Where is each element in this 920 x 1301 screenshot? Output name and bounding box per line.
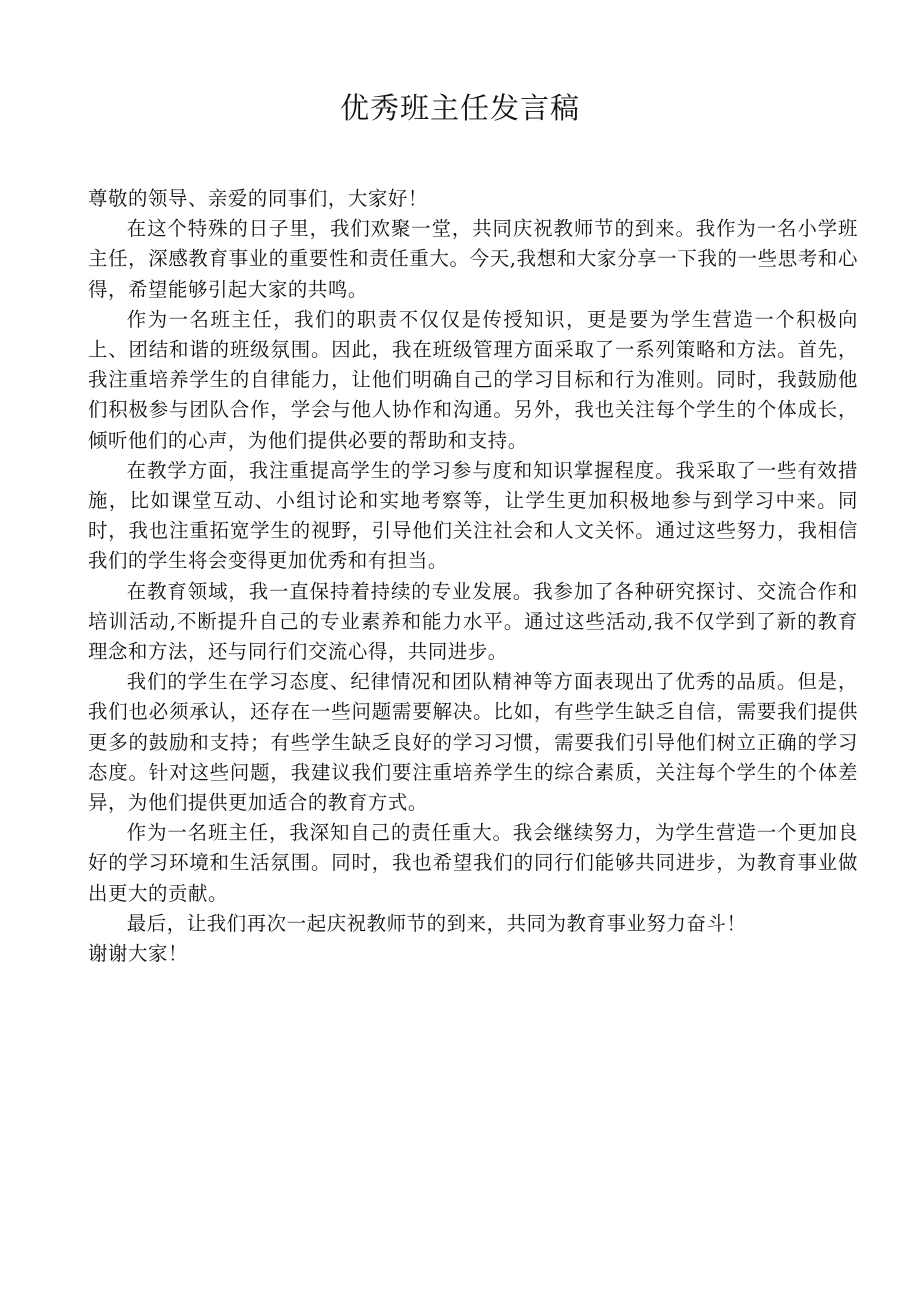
paragraph-6: 作为一名班主任，我深知自己的责任重大。我会继续努力，为学生营造一个更加良好的学习环境和生活氛围。同时，我也希望我们的同行们能够共同进步，为教育事业做出更大的贡献。 bbox=[88, 821, 858, 905]
paragraph-7: 最后，让我们再次一起庆祝教师节的到来，共同为教育事业努力奋斗！ bbox=[126, 911, 747, 935]
paragraph-2: 作为一名班主任，我们的职责不仅仅是传授知识，更是要为学生营造一个积极向上、团结和谐的班级氛围。因此，我在班级管理方面采取了一系列策略和方法。首先，我注重培养学生的自律能力，让他们明确自己的学习目标和行为准则。同时，我鼓励他们积极参与团队合作，学会与他人协作和沟通。另外，我也关注每个学生的个体成长，倾听他们的心声，为他们提供必要的帮助和支持。 bbox=[88, 307, 858, 452]
closing-thanks: 谢谢大家！ bbox=[88, 942, 188, 966]
speech-body bbox=[88, 184, 858, 969]
document-title: 优秀班主任发言稿 bbox=[339, 91, 580, 125]
salutation: 尊敬的领导、亲爱的同事们，大家好！ bbox=[88, 187, 428, 210]
paragraph-1: 在这个特殊的日子里，我们欢聚一堂，共同庆祝教师节的到来。我作为一名小学班主任，深感教育事业的重要性和责任重大。今天,我想和大家分享一下我的一些思考和心得，希望能够引起大家的共鸣。 bbox=[88, 217, 858, 301]
paragraph-5: 我们的学生在学习态度、纪律情况和团队精神等方面表现出了优秀的品质。但是，我们也必须承认，还存在一些问题需要解决。比如，有些学生缺乏自信，需要我们提供更多的鼓励和支持；有些学生缺乏良好的学习习惯，需要我们引导他们树立正确的学习态度。针对这些问题，我建议我们要注重培养学生的综合素质，关注每个学生的个体差异，为他们提供更加适合的教育方式。 bbox=[88, 670, 858, 815]
paragraph-4: 在教育领域，我一直保持着持续的专业发展。我参加了各种研究探讨、交流合作和培训活动,不断提升自己的专业素养和能力水平。通过这些活动,我不仅学到了新的教育理念和方法，还与同行们交流心得，共同进步。 bbox=[88, 579, 858, 664]
paragraph-3: 在教学方面，我注重提高学生的学习参与度和知识掌握程度。我采取了一些有效措施，比如课堂互动、小组讨论和实地考察等，让学生更加积极地参与到学习中来。同时，我也注重拓宽学生的视野，引导他们关注社会和人文关怀。通过这些努力，我相信我们的学生将会变得更加优秀和有担当。 bbox=[88, 458, 858, 573]
